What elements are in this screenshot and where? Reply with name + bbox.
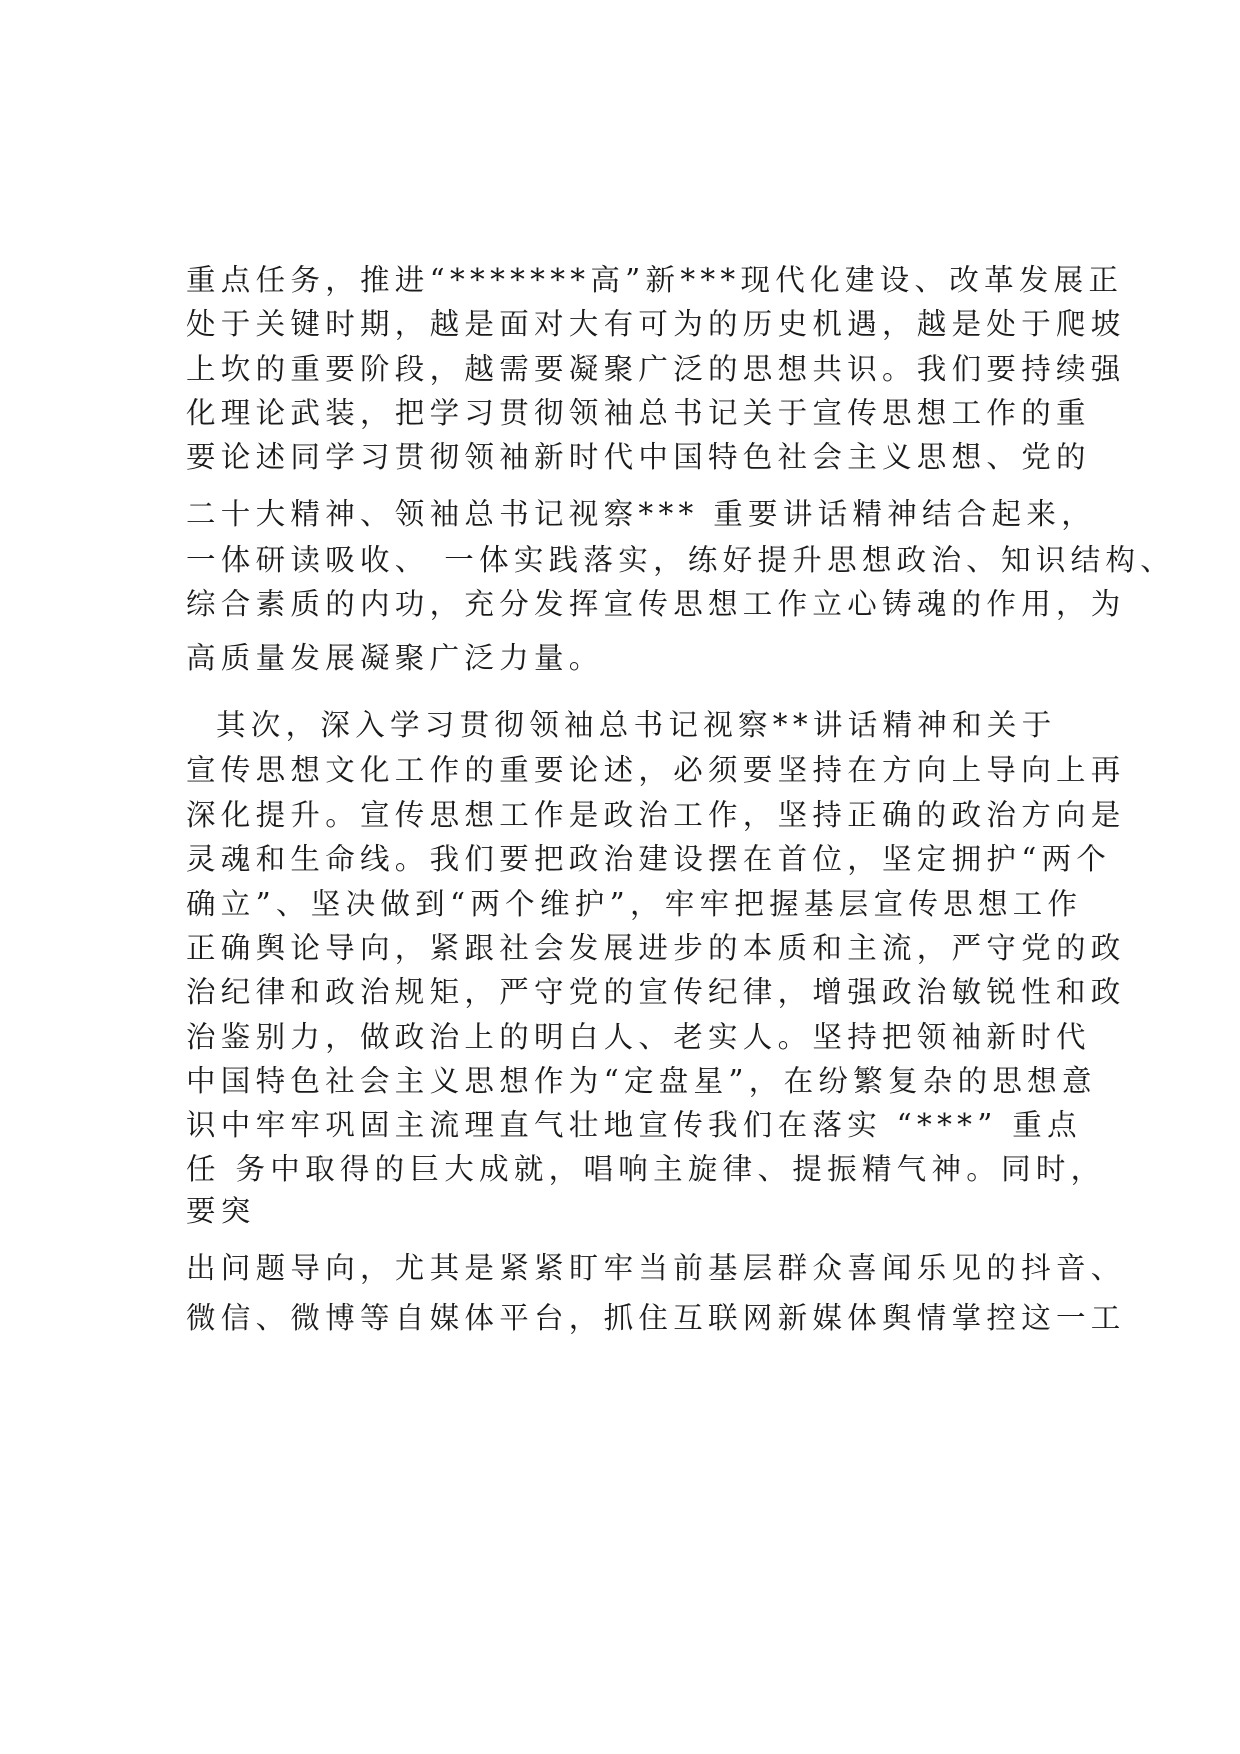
text-line: 治鉴别力，做政治上的明白人、老实人。坚持把领袖新时代 bbox=[186, 1020, 1091, 1054]
text-line: 确立”、坚决做到“两个维护”，牢牢把握基层宣传思想工作 bbox=[186, 887, 1083, 921]
text-line: 二十大精神、领袖总书记视察*** 重要讲话精神结合起来， bbox=[186, 497, 1097, 531]
text-line: 深化提升。宣传思想工作是政治工作，坚持正确的政治方向是 bbox=[186, 798, 1126, 832]
text-line: 宣传思想文化工作的重要论述，必须要坚持在方向上导向上再 bbox=[186, 753, 1126, 787]
text-line: 上坎的重要阶段，越需要凝聚广泛的思想共识。我们要持续强 bbox=[186, 352, 1126, 386]
text-line: 微信、微博等自媒体平台，抓住互联网新媒体舆情掌控这一工 bbox=[186, 1301, 1126, 1335]
text-line: 灵魂和生命线。我们要把政治建设摆在首位，坚定拥护“两个 bbox=[186, 842, 1112, 876]
text-line: 治纪律和政治规矩，严守党的宣传纪律，增强政治敏锐性和政 bbox=[186, 975, 1126, 1009]
text-line: 综合素质的内功，充分发挥宣传思想工作立心铸魂的作用，为 bbox=[186, 587, 1126, 621]
text-line: 化理论武装，把学习贯彻领袖总书记关于宣传思想工作的重 bbox=[186, 396, 1091, 430]
text-line: 重点任务，推进“*******高”新***现代化建设、改革发展正 bbox=[186, 263, 1124, 297]
text-line: 出问题导向，尤其是紧紧盯牢当前基层群众喜闻乐见的抖音、 bbox=[186, 1251, 1126, 1285]
text-line: 任 务中取得的巨大成就，唱响主旋律、提振精气神。同时， bbox=[186, 1152, 1106, 1186]
text-line: 高质量发展凝聚广泛力量。 bbox=[186, 641, 604, 675]
text-line: 其次，深入学习贯彻领袖总书记视察**讲话精神和关于 bbox=[216, 708, 1057, 742]
text-line: 要突 bbox=[186, 1194, 256, 1228]
text-line: 正确舆论导向，紧跟社会发展进步的本质和主流，严守党的政 bbox=[186, 931, 1126, 965]
text-line: 一体研读吸收、 一体实践落实，练好提升思想政治、知识结构、 bbox=[186, 543, 1176, 577]
text-line: 识中牢牢巩固主流理直气壮地宣传我们在落实 “***” 重点 bbox=[186, 1108, 1082, 1142]
text-line: 处于关键时期，越是面对大有可为的历史机遇，越是处于爬坡 bbox=[186, 307, 1126, 341]
text-line: 要论述同学习贯彻领袖新时代中国特色社会主义思想、党的 bbox=[186, 440, 1091, 474]
text-line: 中国特色社会主义思想作为“定盘星”，在纷繁复杂的思想意 bbox=[186, 1064, 1097, 1098]
